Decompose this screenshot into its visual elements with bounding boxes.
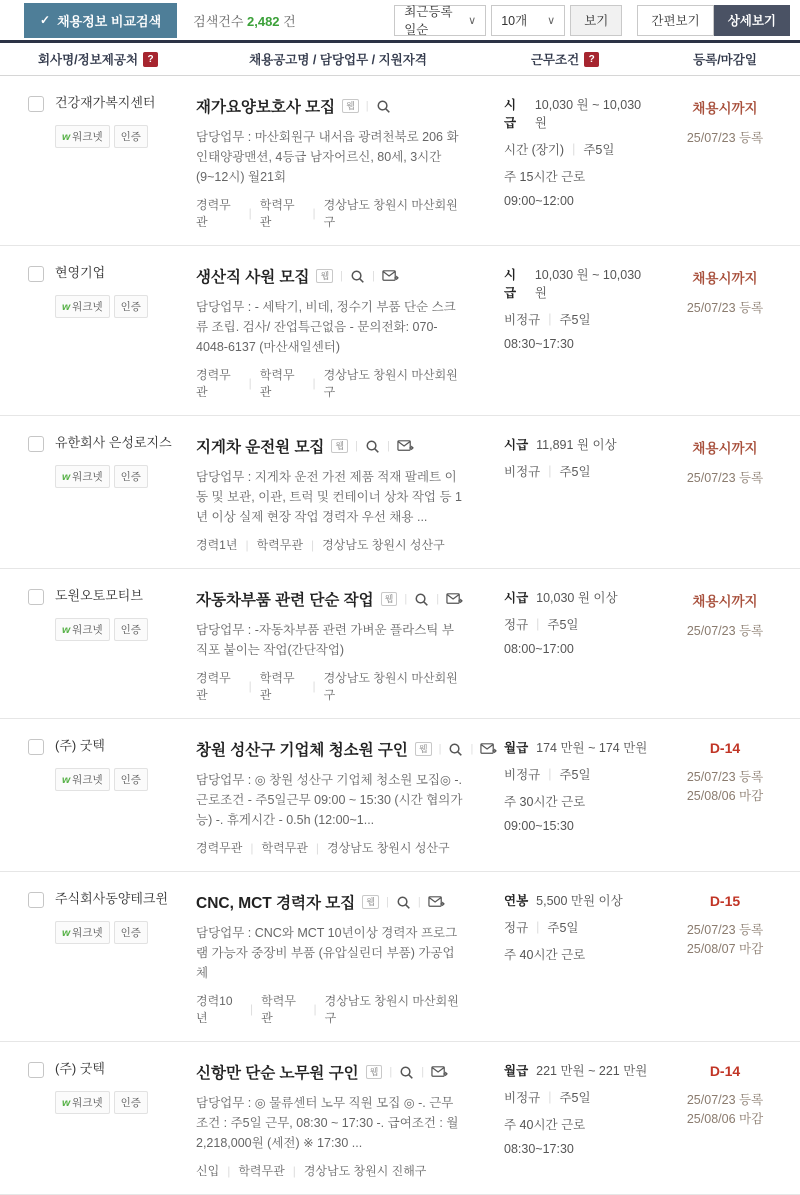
compare-search-button[interactable] [24, 3, 177, 38]
location-tag: 경상남도 창원시 성산구 [327, 841, 450, 855]
deadline-label: 채용시까지 [692, 271, 758, 286]
employment-type: 비정규 [504, 1091, 541, 1105]
header-conditions-column: 근무조건 ? [480, 50, 650, 68]
job-title-link[interactable]: 신항만 단순 노무원 구인 [196, 1065, 359, 1082]
deadline-label: D-15 [709, 893, 741, 909]
company-cell [0, 435, 196, 553]
company-badges [55, 465, 172, 488]
education-tag: 학력무관 [256, 538, 303, 552]
certified-badge: 인증 [114, 295, 148, 318]
employment-type: 시간 (장기) [504, 143, 565, 157]
work-days: 주5일 [559, 768, 591, 782]
job-select-checkbox[interactable] [28, 892, 44, 908]
search-icon[interactable] [350, 269, 365, 284]
worknet-logo-icon: w [62, 470, 71, 483]
registered-date: 25/07/23 등록 [686, 770, 764, 784]
job-description: 담당업무 : -자동차부품 관련 가벼운 플라스틱 부직포 붙이는 작업(간단작업) [196, 623, 454, 657]
deadline-label: 채용시까지 [692, 441, 758, 456]
certified-badge: 인증 [114, 1091, 148, 1114]
work-days: 주5일 [583, 143, 615, 157]
job-description: 담당업무 : - 세탁기, 비데, 정수기 부품 단순 스크류 조립. 검사/ 잔업특근없음 - 문의전화: 070-4048-6137 (마산새일센터) [196, 300, 456, 354]
wage-amount: 10,030 원 이상 [536, 591, 618, 605]
mail-icon[interactable] [428, 895, 445, 909]
deadline-label: D-14 [709, 1063, 741, 1079]
closing-date: 25/08/06 마감 [686, 1112, 764, 1127]
page-size-select[interactable] [491, 5, 565, 36]
company-badges [55, 125, 155, 148]
mail-icon[interactable] [446, 592, 463, 606]
check-icon: ✓ [40, 13, 51, 27]
job-tags: 경력무관 | 학력무관 | 경상남도 창원시 마산회원구 [196, 366, 464, 400]
dates-cell [650, 738, 800, 856]
company-name: 현영기업 [55, 265, 106, 280]
wage-type-label: 시급 [504, 438, 529, 452]
wage-type-label: 시급 [504, 591, 529, 605]
dates-cell [650, 265, 800, 400]
career-tag: 경력무관 [196, 198, 231, 229]
toolbar-controls [394, 5, 790, 36]
web-badge: 웹 [415, 742, 432, 757]
search-icon[interactable] [396, 895, 411, 910]
job-title-link[interactable]: 재가요양보호사 모집 [196, 99, 336, 116]
location-tag: 경상남도 창원시 마산회원구 [323, 368, 458, 399]
result-count-number: 2,482 [247, 13, 280, 29]
work-days: 주5일 [547, 921, 579, 935]
sort-select[interactable] [394, 5, 486, 36]
company-badges [55, 618, 148, 641]
chevron-down-icon: ∨ [468, 14, 477, 27]
company-cell [0, 891, 196, 1026]
employment-type: 정규 [504, 921, 529, 935]
web-badge: 웹 [316, 269, 333, 284]
web-badge: 웹 [362, 895, 379, 910]
worknet-badge: w 워크넷 [55, 1091, 110, 1114]
location-tag: 경상남도 창원시 성산구 [322, 538, 445, 552]
job-cell: 재가요양보호사 모집 웹 | 담당업무 : 마산회원구 내서읍 광려천북로 206 화인태양광맨션, 4등급 남자어르신, 80세, 3시간(9~12시) 월21회 경력무관 | 학력무관 | 경상남도 창원시 마산회원구 [196, 95, 480, 230]
registered-date: 25/07/23 등록 [686, 624, 764, 638]
job-cell: 생산직 사원 모집 웹 | | 담당업무 : - 세탁기, 비데, 정수기 부품 단순 스크류 조립. 검사/ 잔업특근없음 - 문의전화: 070-4048-6137 (마산새일센터) 경력무관 | 학력무관 | 경상남도 창원시 마산회원구 [196, 265, 480, 400]
weekly-hours: 주 40시간 근로 [504, 1118, 586, 1132]
search-icon[interactable] [376, 99, 391, 114]
wage-amount: 221 만원 ~ 221 만원 [536, 1064, 648, 1078]
job-select-checkbox[interactable] [28, 96, 44, 112]
job-row [0, 416, 800, 569]
view-button[interactable]: 보기 [570, 5, 622, 36]
work-time: 08:00~17:00 [504, 642, 574, 656]
web-badge: 웹 [342, 99, 359, 114]
job-tags: 경력무관 | 학력무관 | 경상남도 창원시 성산구 [196, 840, 450, 855]
compare-search-label: 채용정보 비교검색 [57, 13, 162, 29]
education-tag: 학력무관 [261, 994, 296, 1025]
worknet-badge: w 워크넷 [55, 768, 110, 791]
company-cell [0, 738, 196, 856]
job-title-link[interactable]: 자동차부품 관련 단순 작업 [196, 592, 374, 609]
certified-badge: 인증 [114, 465, 148, 488]
registered-date: 25/07/23 등록 [686, 923, 764, 937]
worknet-badge: w 워크넷 [55, 921, 110, 944]
worknet-logo-icon: w [62, 300, 71, 313]
work-time: 09:00~12:00 [504, 194, 574, 208]
job-title-link[interactable]: 지게차 운전원 모집 [196, 439, 325, 456]
closing-date: 25/08/06 마감 [686, 789, 764, 804]
conditions-cell: 시급 10,030 원 ~ 10,030 원 시간 (장기) | 주5일 주 15시간 근로 09:00~12:00 [480, 95, 650, 230]
company-cell [0, 95, 196, 230]
job-tags: 경력무관 | 학력무관 | 경상남도 창원시 마산회원구 [196, 196, 464, 230]
location-tag: 경상남도 창원시 진해구 [303, 1164, 427, 1178]
worknet-logo-icon: w [62, 130, 71, 143]
job-tags: 신입 | 학력무관 | 경상남도 창원시 진해구 [196, 1163, 427, 1178]
work-time: 08:30~17:30 [504, 1142, 574, 1156]
work-days: 주5일 [559, 1091, 591, 1105]
job-cell: CNC, MCT 경력자 모집 웹 | | 담당업무 : CNC와 MCT 10년이상 경력자 프로그램 가능자 중장비 부품 (유압실린더 부품) 가공업체 경력10년 | 학력무관 | 경상남도 창원시 마산회원구 [196, 891, 480, 1026]
wage-type-label: 시급 [504, 98, 517, 130]
company-badges [55, 1091, 148, 1114]
job-row [0, 76, 800, 246]
wage-amount: 10,030 원 ~ 10,030 원 [534, 268, 642, 300]
job-select-checkbox[interactable] [28, 589, 44, 605]
help-icon[interactable]: ? [143, 52, 158, 67]
company-badges [55, 295, 148, 318]
toolbar [0, 0, 800, 40]
job-row [0, 246, 800, 416]
web-badge: 웹 [366, 1065, 383, 1080]
job-title-link[interactable]: CNC, MCT 경력자 모집 [196, 895, 356, 912]
company-cell [0, 588, 196, 703]
web-badge: 웹 [331, 439, 348, 454]
company-name: 건강재가복지센터 [55, 95, 156, 110]
location-tag: 경상남도 창원시 마산회원구 [323, 198, 458, 229]
wage-type-label: 월급 [504, 1064, 529, 1078]
job-cell: 신항만 단순 노무원 구인 웹 | | 담당업무 : ◎ 물류센터 노무 직원 모집 ◎ -. 근무조건 : 주5일 근무, 08:30 ~ 17:30 -. 급여조건 : 월 2,218,000원 (세전) ※ 17:30 ... 신입 | 학력무관 | 경상남도 창원시 진해구 [196, 1061, 480, 1179]
company-name: (주) 굿텍 [55, 738, 105, 753]
job-description: 담당업무 : 마산회원구 내서읍 광려천북로 206 화인태양광맨션, 4등급 남자어르신, 80세, 3시간(9~12시) 월21회 [196, 130, 459, 184]
worknet-logo-icon: w [62, 773, 71, 786]
search-icon[interactable] [414, 592, 429, 607]
job-tags: 경력무관 | 학력무관 | 경상남도 창원시 마산회원구 [196, 669, 464, 703]
education-tag: 학력무관 [261, 841, 308, 855]
job-description: 담당업무 : 지게차 운전 가전 제품 적재 팔레트 이동 및 보관, 이관, 트럭 및 컨테이너 상차 작업 등 1년 이상 실제 현장 작업 경력자 우선 채용 ... [196, 470, 462, 524]
conditions-cell: 시급 11,891 원 이상 비정규 | 주5일 [480, 435, 650, 553]
page-size-value: 10개 [501, 14, 528, 28]
header-company-column: 회사명/정보제공처 ? [0, 50, 196, 68]
wage-type-label: 시급 [504, 268, 517, 300]
job-select-checkbox[interactable] [28, 266, 44, 282]
employment-type: 비정규 [504, 768, 541, 782]
career-tag: 경력1년 [196, 538, 238, 552]
company-cell [0, 1061, 196, 1179]
job-tags: 경력10년 | 학력무관 | 경상남도 창원시 마산회원구 [196, 992, 464, 1026]
wage-amount: 11,891 원 이상 [536, 438, 617, 452]
career-tag: 경력무관 [196, 671, 231, 702]
job-row [0, 872, 800, 1042]
company-cell [0, 265, 196, 400]
work-days: 주5일 [559, 313, 591, 327]
detail-view-button[interactable]: 상세보기 [714, 5, 790, 36]
simple-view-button[interactable]: 간편보기 [637, 5, 713, 36]
deadline-label: D-14 [709, 740, 741, 756]
education-tag: 학력무관 [238, 1164, 285, 1178]
wage-amount: 174 만원 ~ 174 만원 [536, 741, 648, 755]
search-icon[interactable] [365, 439, 380, 454]
header-job-column: 채용공고명 / 담당업무 / 지원자격 [249, 53, 427, 67]
career-tag: 경력무관 [196, 368, 231, 399]
closing-date: 25/08/07 마감 [686, 942, 764, 957]
company-badges [55, 921, 168, 944]
employment-type: 비정규 [504, 465, 541, 479]
employment-type: 비정규 [504, 313, 541, 327]
dates-cell [650, 1061, 800, 1179]
job-list [0, 76, 800, 1195]
job-title-link[interactable]: 생산직 사원 모집 [196, 269, 310, 286]
worknet-badge: w 워크넷 [55, 618, 110, 641]
company-name: 유한회사 은성로지스 [55, 435, 172, 450]
search-result-count: 검색건수 2,482 건 [193, 13, 296, 29]
company-name: (주) 굿텍 [55, 1061, 105, 1076]
help-icon[interactable]: ? [584, 52, 599, 67]
dates-cell [650, 435, 800, 553]
conditions-cell: 월급 174 만원 ~ 174 만원 비정규 | 주5일 주 30시간 근로 09:00~15:30 [480, 738, 650, 856]
mail-icon[interactable] [397, 439, 414, 453]
job-row [0, 1042, 800, 1195]
view-mode-toggle [637, 5, 790, 36]
weekly-hours: 주 40시간 근로 [504, 948, 586, 962]
education-tag: 학력무관 [259, 368, 295, 399]
company-name: 도원오토모티브 [55, 588, 143, 603]
registered-date: 25/07/23 등록 [686, 471, 764, 485]
deadline-label: 채용시까지 [692, 594, 758, 609]
job-description: 담당업무 : ◎ 창원 성산구 기업체 청소원 모집◎ -. 근로조건 - 주5일근무 09:00 ~ 15:30 (시간 협의가능) -. 휴게시간 - 0.5h (12:00~1... [196, 773, 463, 827]
job-cell: 지게차 운전원 모집 웹 | | 담당업무 : 지게차 운전 가전 제품 적재 팔레트 이동 및 보관, 이관, 트럭 및 컨테이너 상차 작업 등 1년 이상 실제 현장 작업 경력자 우선 채용 ... 경력1년 | 학력무관 | 경상남도 창원시 성산구 [196, 435, 480, 553]
weekly-hours: 주 15시간 근로 [504, 170, 586, 184]
list-header [0, 40, 800, 76]
certified-badge: 인증 [114, 125, 148, 148]
registered-date: 25/07/23 등록 [686, 131, 764, 145]
dates-cell [650, 95, 800, 230]
company-badges [55, 768, 148, 791]
worknet-logo-icon: w [62, 1096, 71, 1109]
worknet-badge: w 워크넷 [55, 295, 110, 318]
search-icon[interactable] [399, 1065, 414, 1080]
company-name: 주식회사동양테크윈 [55, 891, 169, 906]
conditions-cell: 월급 221 만원 ~ 221 만원 비정규 | 주5일 주 40시간 근로 08:30~17:30 [480, 1061, 650, 1179]
career-tag: 경력10년 [196, 994, 233, 1025]
career-tag: 경력무관 [196, 841, 243, 855]
certified-badge: 인증 [114, 768, 148, 791]
wage-type-label: 월급 [504, 741, 529, 755]
career-tag: 신입 [196, 1164, 220, 1178]
job-select-checkbox[interactable] [28, 436, 44, 452]
mail-icon[interactable] [431, 1065, 448, 1079]
conditions-cell: 시급 10,030 원 이상 정규 | 주5일 08:00~17:00 [480, 588, 650, 703]
registered-date: 25/07/23 등록 [686, 301, 764, 315]
job-select-checkbox[interactable] [28, 1062, 44, 1078]
work-time: 08:30~17:30 [504, 337, 574, 351]
deadline-label: 채용시까지 [692, 101, 758, 116]
job-title-link[interactable]: 창원 성산구 기업체 청소원 구인 [196, 742, 408, 759]
worknet-logo-icon: w [62, 926, 71, 939]
worknet-badge: w 워크넷 [55, 125, 110, 148]
job-tags: 경력1년 | 학력무관 | 경상남도 창원시 성산구 [196, 537, 445, 552]
location-tag: 경상남도 창원시 마산회원구 [324, 994, 459, 1025]
job-select-checkbox[interactable] [28, 739, 44, 755]
chevron-down-icon: ∨ [547, 14, 556, 27]
weekly-hours: 주 30시간 근로 [504, 795, 586, 809]
wage-type-label: 연봉 [504, 894, 529, 908]
education-tag: 학력무관 [259, 198, 295, 229]
certified-badge: 인증 [114, 618, 148, 641]
search-icon[interactable] [448, 742, 463, 757]
job-cell: 자동차부품 관련 단순 작업 웹 | | 담당업무 : -자동차부품 관련 가벼운 플라스틱 부직포 붙이는 작업(간단작업) 경력무관 | 학력무관 | 경상남도 창원시 마산회원구 [196, 588, 480, 703]
web-badge: 웹 [381, 592, 398, 607]
work-days: 주5일 [547, 618, 579, 632]
job-row [0, 569, 800, 719]
wage-amount: 10,030 원 ~ 10,030 원 [534, 98, 642, 130]
mail-icon[interactable] [382, 269, 399, 283]
sort-select-value: 최근등록일순 [404, 5, 453, 37]
registered-date: 25/07/23 등록 [686, 1093, 764, 1107]
certified-badge: 인증 [114, 921, 148, 944]
education-tag: 학력무관 [259, 671, 295, 702]
conditions-cell: 시급 10,030 원 ~ 10,030 원 비정규 | 주5일 08:30~17:30 [480, 265, 650, 400]
work-time: 09:00~15:30 [504, 819, 574, 833]
wage-amount: 5,500 만원 이상 [536, 894, 623, 908]
worknet-logo-icon: w [62, 623, 71, 636]
conditions-cell: 연봉 5,500 만원 이상 정규 | 주5일 주 40시간 근로 [480, 891, 650, 1026]
dates-cell [650, 891, 800, 1026]
dates-cell [650, 588, 800, 703]
work-days: 주5일 [559, 465, 591, 479]
location-tag: 경상남도 창원시 마산회원구 [323, 671, 458, 702]
employment-type: 정규 [504, 618, 529, 632]
worknet-badge: w 워크넷 [55, 465, 110, 488]
job-description: 담당업무 : ◎ 물류센터 노무 직원 모집 ◎ -. 근무조건 : 주5일 근무, 08:30 ~ 17:30 -. 급여조건 : 월 2,218,000원 (세전) ※ 17:30 ... [196, 1096, 459, 1150]
job-cell: 창원 성산구 기업체 청소원 구인 웹 | | 담당업무 : ◎ 창원 성산구 기업체 청소원 모집◎ -. 근로조건 - 주5일근무 09:00 ~ 15:30 (시간 협의가능) -. 휴게시간 - 0.5h (12:00~1... 경력무관 | 학력무관 | 경상남도 창원시 성산구 [196, 738, 480, 856]
job-description: 담당업무 : CNC와 MCT 10년이상 경력자 프로그램 가능자 중장비 부품 (유압실린더 부품) 가공업체 [196, 926, 458, 980]
job-row [0, 719, 800, 872]
header-dates-column: 등록/마감일 [693, 53, 757, 67]
